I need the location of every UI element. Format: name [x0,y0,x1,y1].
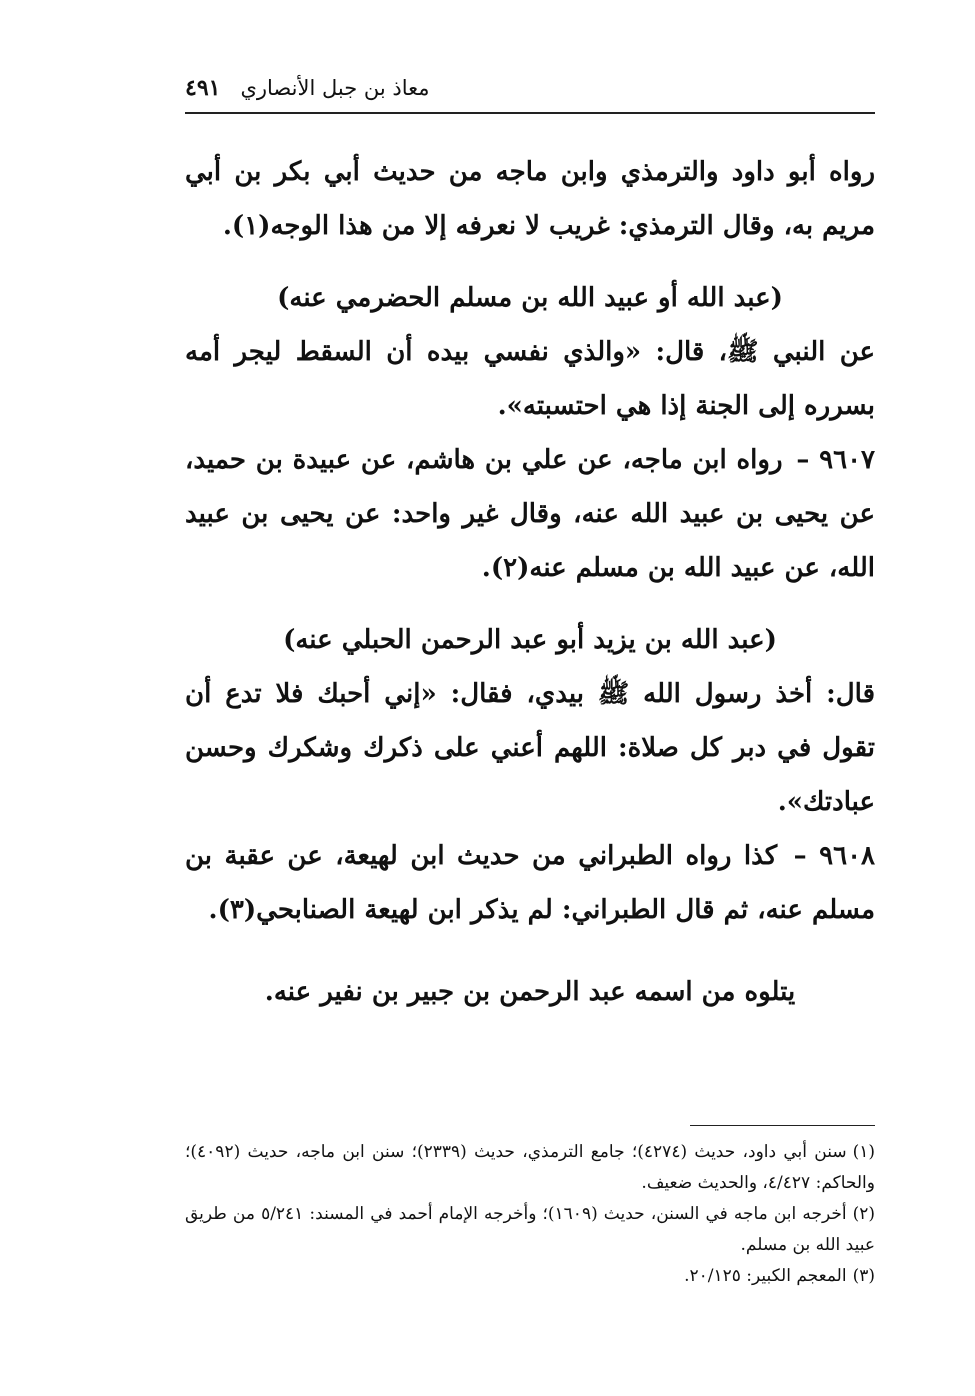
running-title: معاذ بن جبل الأنصاري [240,76,430,100]
footnotes [185,1137,875,1292]
paragraph-1: رواه أبو داود والترمذي وابن ماجه من حديث أبي بكر بن أبي مريم به، وقال الترمذي: غريب لا نعرفه إلا من هذا الوجه(١). [185,157,875,241]
footnote-rule [690,1125,875,1126]
header-rule [185,112,875,114]
footnote-3 [185,1261,875,1292]
section-heading-1: (عبد الله أو عبيد الله بن مسلم الحضرمي عنه) [277,283,783,313]
closing-line: يتلوه من اسمه عبد الرحمن بن جبير بن نفير عنه. [264,977,796,1007]
entry-9607 [185,433,875,595]
entry-9608 [185,829,875,937]
footnote-1 [185,1137,875,1199]
paragraph-3: قال: أخذ رسول الله ﷺ بيدي، فقال: «إني أحبك فلا تدع أن تقول في دبر كل صلاة: اللهم أعني على ذكرك وشكرك وحسن عبادتك». [185,679,875,817]
footnote-label: (٣) [852,1266,875,1286]
footnote-text: أخرجه ابن ماجه في السنن، حديث (١٦٠٩)؛ وأخرجه الإمام أحمد في المسند: ٥/٢٤١ من طريق عبيد الله بن مسلم. [185,1204,875,1255]
footnote-text: المعجم الكبير: ٢٠/١٢٥. [684,1266,847,1286]
entry-text: كذا رواه الطبراني من حديث ابن لهيعة، عن عقبة بن مسلم عنه، ثم قال الطبراني: لم يذكر ابن لهيعة الصنابحي(٣). [185,841,875,925]
entry-number: ٩٦٠٧ – [796,445,875,475]
footnote-label: (١) [852,1142,876,1162]
footnote-text: سنن أبي داود، حديث (٤٢٧٤)؛ جامع الترمذي، حديث (٢٣٣٩)؛ سنن ابن ماجه، حديث (٤٠٩٢)؛ والحاكم: ٤/٤٢٧، والحديث ضعيف. [185,1142,875,1193]
page-number: ٤٩١ [185,75,221,101]
paragraph-2: عن النبي ﷺ، قال: «والذي نفسي بيده أن السقط ليجر أمه بسرره إلى الجنة إذا هي احتسبته». [185,337,875,421]
footnote-2 [185,1199,875,1261]
page-header [185,68,875,108]
entry-text: رواه ابن ماجه، عن علي بن هاشم، عن عبيدة بن حميد، عن يحيى بن عبيد الله عنه، وقال غير واحد: عن يحيى بن عبيد الله، عن عبيد الله بن مسلم عنه(٢). [185,445,875,583]
entry-number: ٩٦٠٨ – [793,841,875,871]
main-text [185,145,875,1019]
footnote-label: (٢) [852,1204,875,1224]
section-heading-2: (عبد الله بن يزيد أبو عبد الرحمن الحبلي عنه) [283,625,777,655]
